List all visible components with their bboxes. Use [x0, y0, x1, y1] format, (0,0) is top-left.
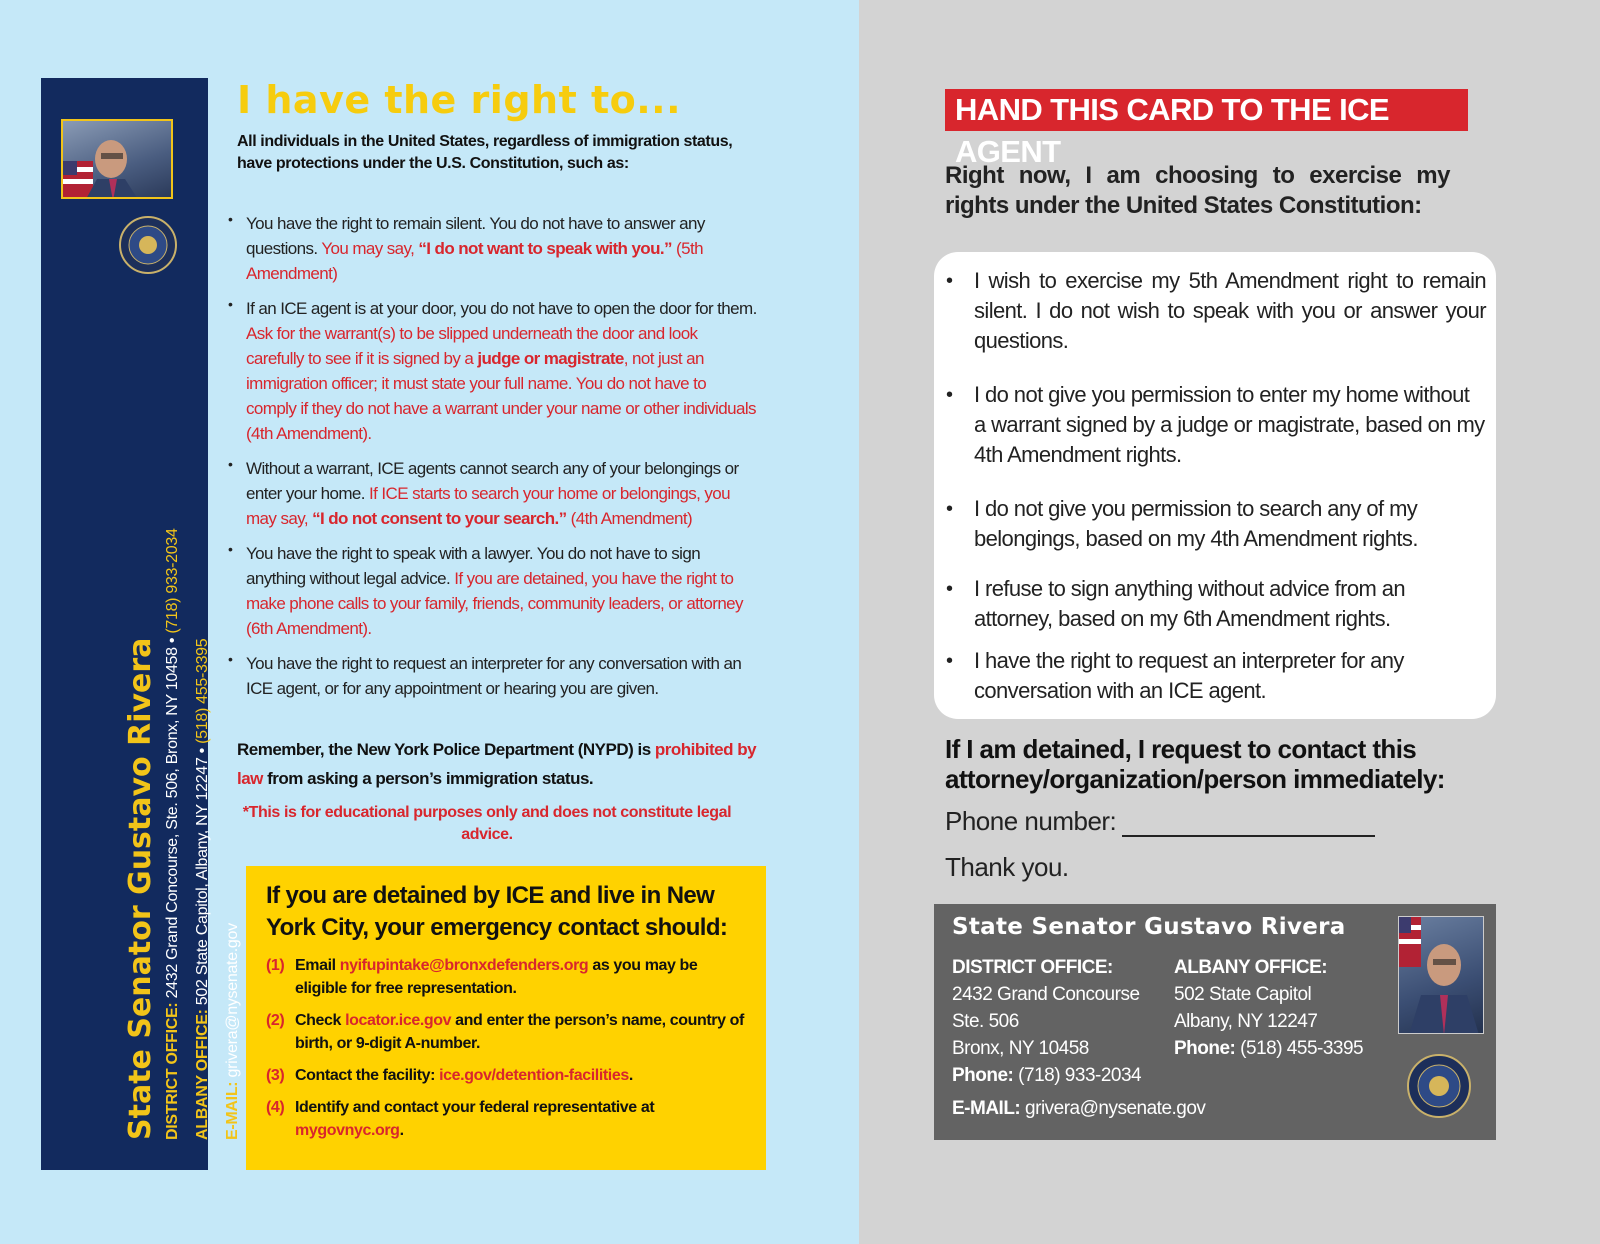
albany-office: ALBANY OFFICE: 502 State Capitol Albany, NY 12247 Phone: (518) 455-3395 — [1174, 954, 1363, 1062]
district-office-label: DISTRICT OFFICE: — [952, 957, 1113, 978]
contact-email[interactable]: grivera@nysenate.gov — [1025, 1098, 1206, 1119]
emergency-steps — [266, 954, 746, 1142]
card-statement: • I wish to exercise my 5th Amendment right to remain silent. I do not wish to speak with you or answer your questions. — [974, 266, 1486, 356]
card-title: HAND THIS CARD TO THE ICE AGENT — [945, 89, 1468, 131]
strip-senator-name: State Senator Gustavo Rivera — [123, 637, 158, 1140]
nypd-reminder: Remember, the New York Police Department (NYPD) is prohibited by law from asking a person’s immigration status. — [237, 740, 757, 788]
strip-email[interactable]: grivera@nysenate.gov — [224, 923, 241, 1078]
contact-email-line: E-MAIL: grivera@nysenate.gov — [952, 1098, 1206, 1119]
emergency-step: (3) Contact the facility: ice.gov/detention-facilities. — [266, 1067, 633, 1084]
senator-contact-box — [934, 904, 1496, 1140]
thanks: Thank you. — [945, 852, 1069, 882]
emergency-step: (1) Email nyifupintake@bronxdefenders.org as you may be eligible for free representation. — [266, 957, 698, 997]
albany-office-label: ALBANY OFFICE: — [1174, 957, 1328, 978]
phone-blank[interactable] — [1122, 815, 1375, 837]
strip-district-address: 2432 Grand Concourse, Ste. 506, Bronx, NY 10458 • — [164, 637, 181, 999]
card-statements-box — [934, 252, 1496, 719]
senator-portrait-icon — [1398, 916, 1484, 1034]
rights-intro: All individuals in the United States, regardless of immigration status, have protections under the U.S. Constitution, such as: — [237, 133, 733, 172]
rights-item: • You have the right to speak with a lawyer. You do not have to sign anything without legal advice. If you are detained, you have the right to make phone calls to your family, friends, community leaders, or attorney (6th Amendment). — [228, 541, 758, 641]
strip-albany-address: 502 State Capitol, Albany, NY 12247 • — [194, 748, 211, 1006]
strip-district-line — [158, 160, 188, 1140]
card-statement: • I do not give you permission to search any of my belongings, based on my 4th Amendment rights. — [974, 494, 1486, 554]
district-office: DISTRICT OFFICE: 2432 Grand Concourse Ste. 506 Bronx, NY 10458 Phone: (718) 933-2034 — [952, 954, 1141, 1089]
card-statement: • I have the right to request an interpreter for any conversation with an ICE agent. — [974, 646, 1486, 706]
rights-item: • You have the right to request an interpreter for any conversation with an ICE agent, or for any appointment or hearing you are given. — [228, 651, 758, 701]
strip-district-phone: (718) 933-2034 — [164, 528, 181, 634]
strip-district-label: DISTRICT OFFICE: — [164, 1002, 181, 1140]
senator-strip — [41, 78, 241, 1170]
locator-link[interactable]: locator.ice.gov — [345, 1012, 452, 1029]
strip-email-label: E-MAIL: — [224, 1081, 241, 1140]
card-statements — [974, 266, 1486, 706]
rights-item: • Without a warrant, ICE agents cannot search any of your belongings or enter your home. If ICE starts to search your home or belongings, you may say, “I do not consent to your search.” (4th Amendment) — [228, 456, 758, 531]
emergency-contact-box — [246, 866, 766, 1170]
rights-item: • You have the right to remain silent. You do not have to answer any questions. You may say, “I do not want to speak with you.” (5th Amendment) — [228, 211, 758, 286]
card-statement: • I refuse to sign anything without advice from an attorney, based on my 6th Amendment rights. — [974, 574, 1486, 634]
emergency-step: (2) Check locator.ice.gov and enter the person’s name, country of birth, or 9-digit A-number. — [266, 1012, 744, 1052]
disclaimer: *This is for educational purposes only and does not constitute legal advice. — [242, 804, 732, 843]
albany-phone[interactable]: (518) 455-3395 — [1240, 1038, 1364, 1059]
phone-label: Phone number: — [945, 806, 1117, 836]
strip-albany-phone: (518) 455-3395 — [194, 638, 211, 744]
district-phone[interactable]: (718) 933-2034 — [1018, 1065, 1142, 1086]
card-statement: • I do not give you permission to enter my home without a warrant signed by a judge or magistrate, based on my 4th Amendment rights. — [974, 380, 1486, 470]
rights-item: • If an ICE agent is at your door, you do not have to open the door for them. Ask for the warrant(s) to be slipped underneath the door and look carefully to see if it is signed by a judge or magistrate, not just an immigration officer; it must state your full name. You do not have to comply if they do not have a warrant under your name or other individuals (4th Amendment). — [228, 296, 758, 446]
rights-title: I have the right to... — [237, 78, 682, 122]
rights-list — [228, 211, 758, 711]
contact-senator-name: State Senator Gustavo Rivera — [952, 914, 1346, 940]
phone-number-field[interactable] — [945, 806, 1375, 837]
emergency-heading: If you are detained by ICE and live in New York City, your emergency contact should: — [266, 882, 728, 941]
card-intro: Right now, I am choosing to exercise my rights under the United States Constitution: — [945, 162, 1450, 219]
senate-seal-icon — [1407, 1054, 1471, 1118]
strip-albany-label: ALBANY OFFICE: — [194, 1009, 211, 1140]
facilities-link[interactable]: ice.gov/detention-facilities — [439, 1067, 629, 1084]
strip-albany-line — [188, 160, 218, 1140]
detained-request: If I am detained, I request to contact this attorney/organization/person immediately: — [945, 734, 1445, 794]
mygovnyc-link[interactable]: mygovnyc.org — [295, 1122, 400, 1139]
email-link[interactable]: nyifupintake@bronxdefenders.org — [339, 957, 589, 974]
emergency-step: (4) Identify and contact your federal representative at mygovnyc.org. — [266, 1099, 655, 1139]
